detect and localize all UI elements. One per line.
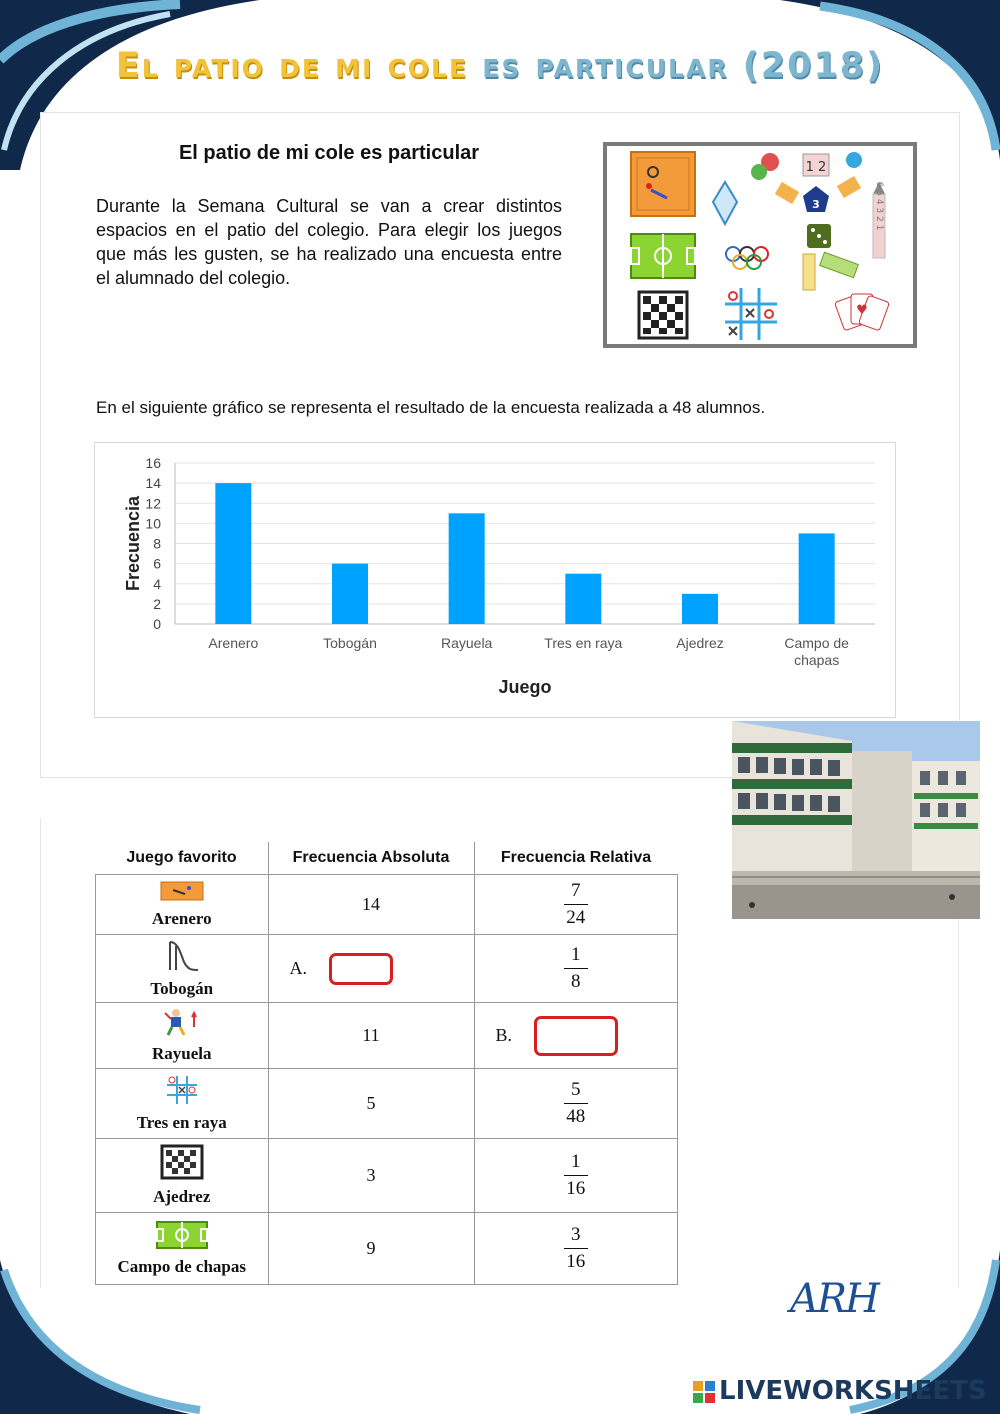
y-tick-label: 2: [153, 595, 161, 612]
relative-cell: [474, 1003, 678, 1069]
author-signature: ARH: [790, 1276, 878, 1322]
kite-icon: [713, 182, 737, 224]
football-field-icon: [155, 1220, 209, 1250]
chessboard-icon: [160, 1144, 204, 1180]
x-tick-label: Tres en raya: [544, 635, 623, 651]
game-name: Ajedrez: [153, 1187, 211, 1206]
absolute-cell: [268, 1069, 474, 1139]
absolute-value: 14: [362, 894, 380, 914]
relative-fraction: [564, 1151, 588, 1200]
chessboard-icon: [639, 292, 687, 338]
game-cell: [96, 1003, 269, 1069]
x-tick-label: Ajedrez: [676, 635, 724, 651]
table-row: [96, 1003, 678, 1069]
table-row: [96, 1213, 678, 1285]
y-tick-label: 0: [153, 616, 161, 632]
bar-chart: [94, 442, 896, 718]
die-number-label: 3: [812, 198, 820, 211]
school-photo: [732, 721, 980, 919]
y-tick-label: 12: [145, 495, 161, 512]
relative-fraction: [564, 1079, 588, 1128]
football-field-icon: [631, 234, 695, 278]
fraction-numerator: 7: [571, 880, 581, 901]
table-row: [96, 1069, 678, 1139]
y-tick-label: 6: [153, 555, 161, 572]
relative-cell: [474, 1069, 678, 1139]
game-cell: [96, 1213, 269, 1285]
x-tick-label: Tobogán: [323, 635, 377, 651]
absolute-cell: [268, 1213, 474, 1285]
hopscotch-top-label: 1 2: [805, 160, 827, 175]
absolute-cell: [268, 875, 474, 935]
bar: [799, 533, 835, 624]
title-part-blue: es particular (2018): [482, 46, 885, 86]
game-name: Rayuela: [152, 1044, 212, 1063]
hopscotch-icon: [162, 1007, 202, 1037]
header-game: Juego favorito: [96, 842, 269, 875]
x-tick-label: Arenero: [208, 635, 259, 651]
intro-paragraph: Durante la Semana Cultural se van a crear distintos espacios en el patio del colegio. Para elegir los juegos que más les gusten, se ha realizado una encuesta entre el alumnado del colegio.: [96, 196, 562, 288]
bar: [449, 513, 485, 624]
y-tick-label: 8: [153, 535, 161, 552]
bar: [682, 594, 718, 624]
hopscotch-icon: [775, 154, 861, 290]
game-cell: [96, 1139, 269, 1213]
answer-label-a: A.: [289, 958, 307, 978]
frequency-table: [95, 842, 678, 1285]
y-tick-label: 14: [145, 475, 161, 492]
section-heading: El patio de mi cole es particular: [178, 142, 480, 164]
sandbox-icon: [631, 152, 695, 216]
absolute-value: 5: [366, 1093, 376, 1113]
relative-fraction: [564, 1224, 588, 1273]
relative-fraction: [564, 880, 588, 929]
page-title: [0, 46, 1000, 86]
game-cell: [96, 1069, 269, 1139]
absolute-cell: [268, 1003, 474, 1069]
chart-intro-text: En el siguiente gráfico se representa el resultado de la encuesta realizada a 48 alumnos.: [96, 398, 766, 417]
answer-input-a[interactable]: [329, 953, 393, 985]
relative-cell: [474, 1213, 678, 1285]
olympic-rings-icon: [726, 247, 768, 269]
game-name: Tobogán: [150, 979, 214, 998]
table-row: [96, 875, 678, 935]
absolute-cell: [268, 935, 474, 1003]
slide-icon: [162, 938, 202, 972]
absolute-value: 11: [362, 1025, 380, 1045]
absolute-value: 9: [366, 1238, 376, 1258]
tic-tac-toe-icon: [725, 288, 777, 340]
relative-fraction: [564, 944, 588, 993]
svg-text:♥: ♥: [856, 303, 868, 318]
table-row: [96, 1139, 678, 1213]
fraction-numerator: 5: [571, 1079, 581, 1100]
header-absolute: Frecuencia Absoluta: [268, 842, 474, 875]
rocket-icon: [873, 182, 885, 258]
relative-cell: [474, 1139, 678, 1213]
fraction-denominator: 16: [566, 1178, 586, 1199]
answer-input-b[interactable]: [534, 1016, 618, 1056]
relative-cell: [474, 875, 678, 935]
game-name: Tres en raya: [136, 1113, 227, 1132]
x-tick-label: Rayuela: [440, 635, 493, 651]
bar: [332, 564, 368, 624]
header-relative: Frecuencia Relativa: [474, 842, 678, 875]
fraction-numerator: 1: [571, 1151, 581, 1172]
fraction-denominator: 48: [566, 1106, 586, 1127]
y-tick-label: 10: [145, 515, 161, 532]
relative-cell: [474, 935, 678, 1003]
sandbox-icon: [159, 880, 205, 902]
y-tick-label: 4: [153, 575, 161, 592]
title-part-yellow: El patio de mi cole: [115, 46, 469, 86]
x-tick-label: Campo de: [784, 635, 849, 651]
fraction-denominator: 16: [566, 1251, 586, 1272]
playing-cards-icon: [835, 294, 890, 331]
y-tick-label: 16: [145, 455, 161, 471]
y-axis-label: Frecuencia: [123, 495, 143, 592]
game-cell: [96, 935, 269, 1003]
x-tick-label: chapas: [794, 652, 840, 668]
liveworksheets-logo-icon: [693, 1381, 715, 1403]
hopscotch-column-label: 6 5 4 3 2 1: [874, 181, 884, 231]
panel-border-left: [40, 818, 41, 1288]
answer-label-b: B.: [495, 1025, 513, 1045]
fraction-numerator: 3: [571, 1224, 581, 1245]
fraction-denominator: 8: [571, 971, 581, 992]
brand-footer: [693, 1376, 987, 1406]
table-row: [96, 935, 678, 1003]
fraction-numerator: 1: [571, 944, 581, 965]
game-cell: [96, 875, 269, 935]
absolute-cell: [268, 1139, 474, 1213]
absolute-value: 3: [366, 1165, 376, 1185]
tic-tac-toe-icon: [164, 1074, 200, 1106]
brand-name: LIVEWORKSHEETS: [719, 1376, 987, 1406]
bar: [215, 483, 251, 624]
fraction-denominator: 24: [566, 907, 586, 928]
game-name: Arenero: [151, 909, 212, 928]
playground-illustration: [603, 142, 917, 348]
x-axis-label: Juego: [498, 677, 552, 697]
bar: [565, 574, 601, 624]
game-name: Campo de chapas: [117, 1257, 246, 1276]
